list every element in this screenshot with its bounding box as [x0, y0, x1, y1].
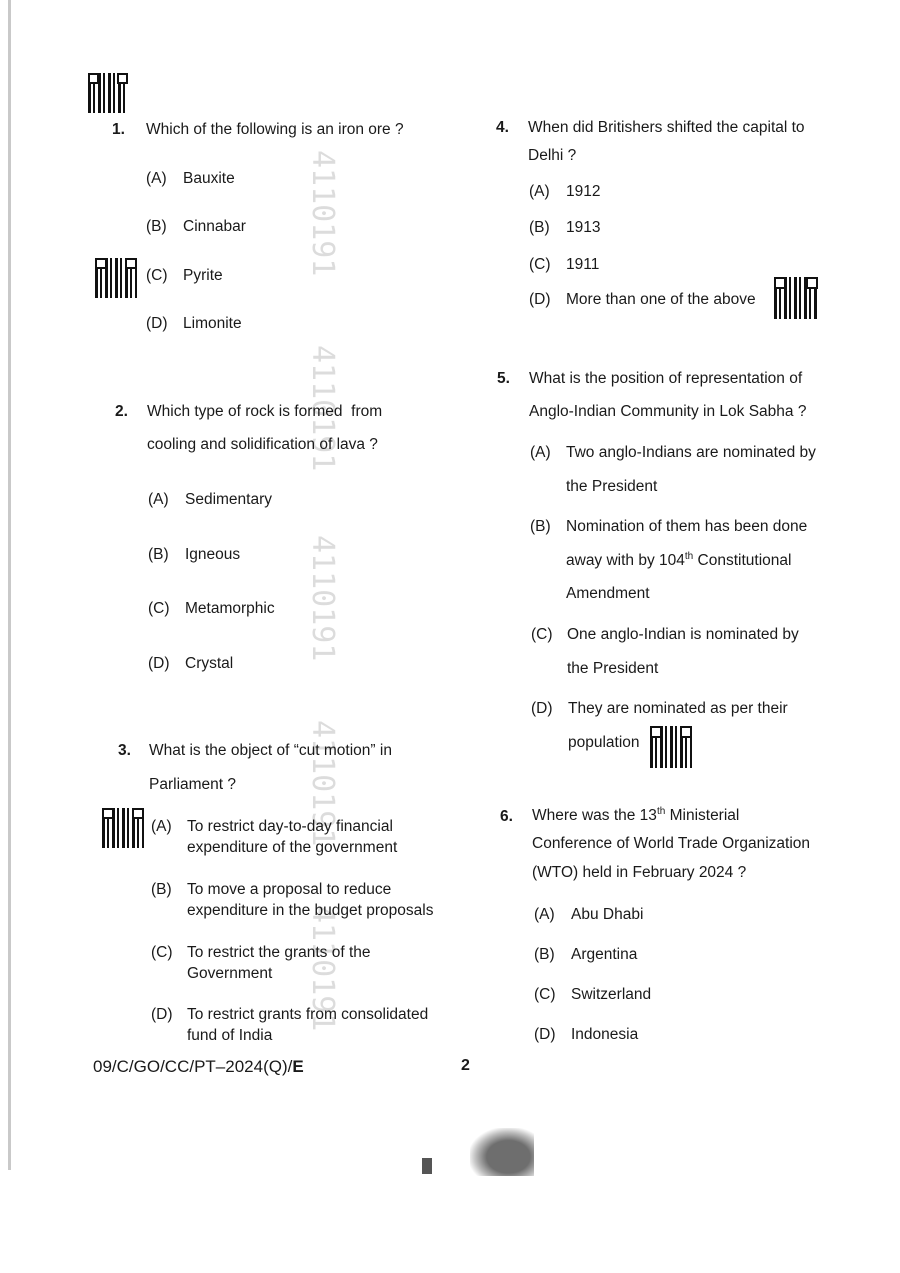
question-text-line-1: What is the object of “cut motion” in — [149, 742, 392, 759]
option-a: (A) Abu Dhabi — [534, 906, 644, 923]
option-d: (D) Crystal — [148, 655, 234, 672]
question-text-line-2: Parliament ? — [149, 776, 237, 793]
question-text-line-2: cooling and solidification of lava ? — [147, 436, 378, 453]
option-a: (A) 1912 — [529, 183, 601, 200]
question-text-line-2: Delhi ? — [528, 147, 577, 164]
question-number: 6. — [500, 808, 513, 825]
qr-code-icon — [650, 726, 692, 768]
option-c: (C) Switzerland — [534, 986, 652, 1003]
option-c: (C) 1911 — [529, 256, 600, 273]
question-text: Which of the following is an iron ore ? — [146, 121, 404, 138]
question-text-line-2: Anglo-Indian Community in Lok Sabha ? — [529, 403, 807, 420]
option-a: (A) Sedimentary — [148, 491, 273, 508]
watermark-text: 41101​91 — [305, 345, 340, 472]
page-number: 2 — [461, 1057, 470, 1074]
paper-code: 09/C/GO/CC/PT–2024(Q)/E — [93, 1057, 304, 1076]
scan-edge — [8, 0, 11, 1170]
option-a: (A) Bauxite — [146, 170, 235, 187]
option-b: (B) Cinnabar — [146, 218, 246, 235]
watermark-text: 41101​91 — [305, 535, 340, 662]
qr-code-icon — [88, 73, 128, 113]
watermark-text: 41101​91 — [305, 905, 340, 1032]
option-d: (D) Limonite — [146, 315, 242, 332]
question-text-line-3: (WTO) held in February 2024 ? — [532, 864, 747, 881]
question-number: 2. — [115, 403, 128, 420]
question-number: 3. — [118, 742, 131, 759]
option-c: (C) Metamorphic — [148, 600, 275, 617]
watermark-text: 41101​91 — [305, 150, 340, 277]
question-text-line-1: Which type of rock is formed from — [147, 403, 383, 420]
qr-code-icon — [95, 258, 137, 298]
option-d: (D) Indonesia — [534, 1026, 639, 1043]
question-number: 1. — [112, 121, 125, 138]
option-b: (B) 1913 — [529, 219, 601, 236]
question-text-line-1: What is the position of representation of — [529, 370, 803, 387]
scan-mark — [422, 1158, 432, 1174]
watermark-text: 41101​91 — [305, 720, 340, 847]
option-d: (D) More than one of the above — [529, 291, 756, 308]
question-number: 4. — [496, 119, 509, 136]
question-number: 5. — [497, 370, 510, 387]
option-b: (B) Argentina — [534, 946, 638, 963]
question-text-line-2: Conference of World Trade Organization — [532, 835, 811, 852]
qr-code-icon — [774, 277, 818, 319]
question-text-line-1: Where was the 13th Ministerial — [532, 806, 740, 825]
qr-code-icon — [102, 808, 144, 848]
option-b: (B) Igneous — [148, 546, 241, 563]
question-text-line-1: When did Britishers shifted the capital to — [528, 119, 805, 136]
scan-smudge — [470, 1128, 534, 1176]
option-c: (C) Pyrite — [146, 267, 223, 284]
